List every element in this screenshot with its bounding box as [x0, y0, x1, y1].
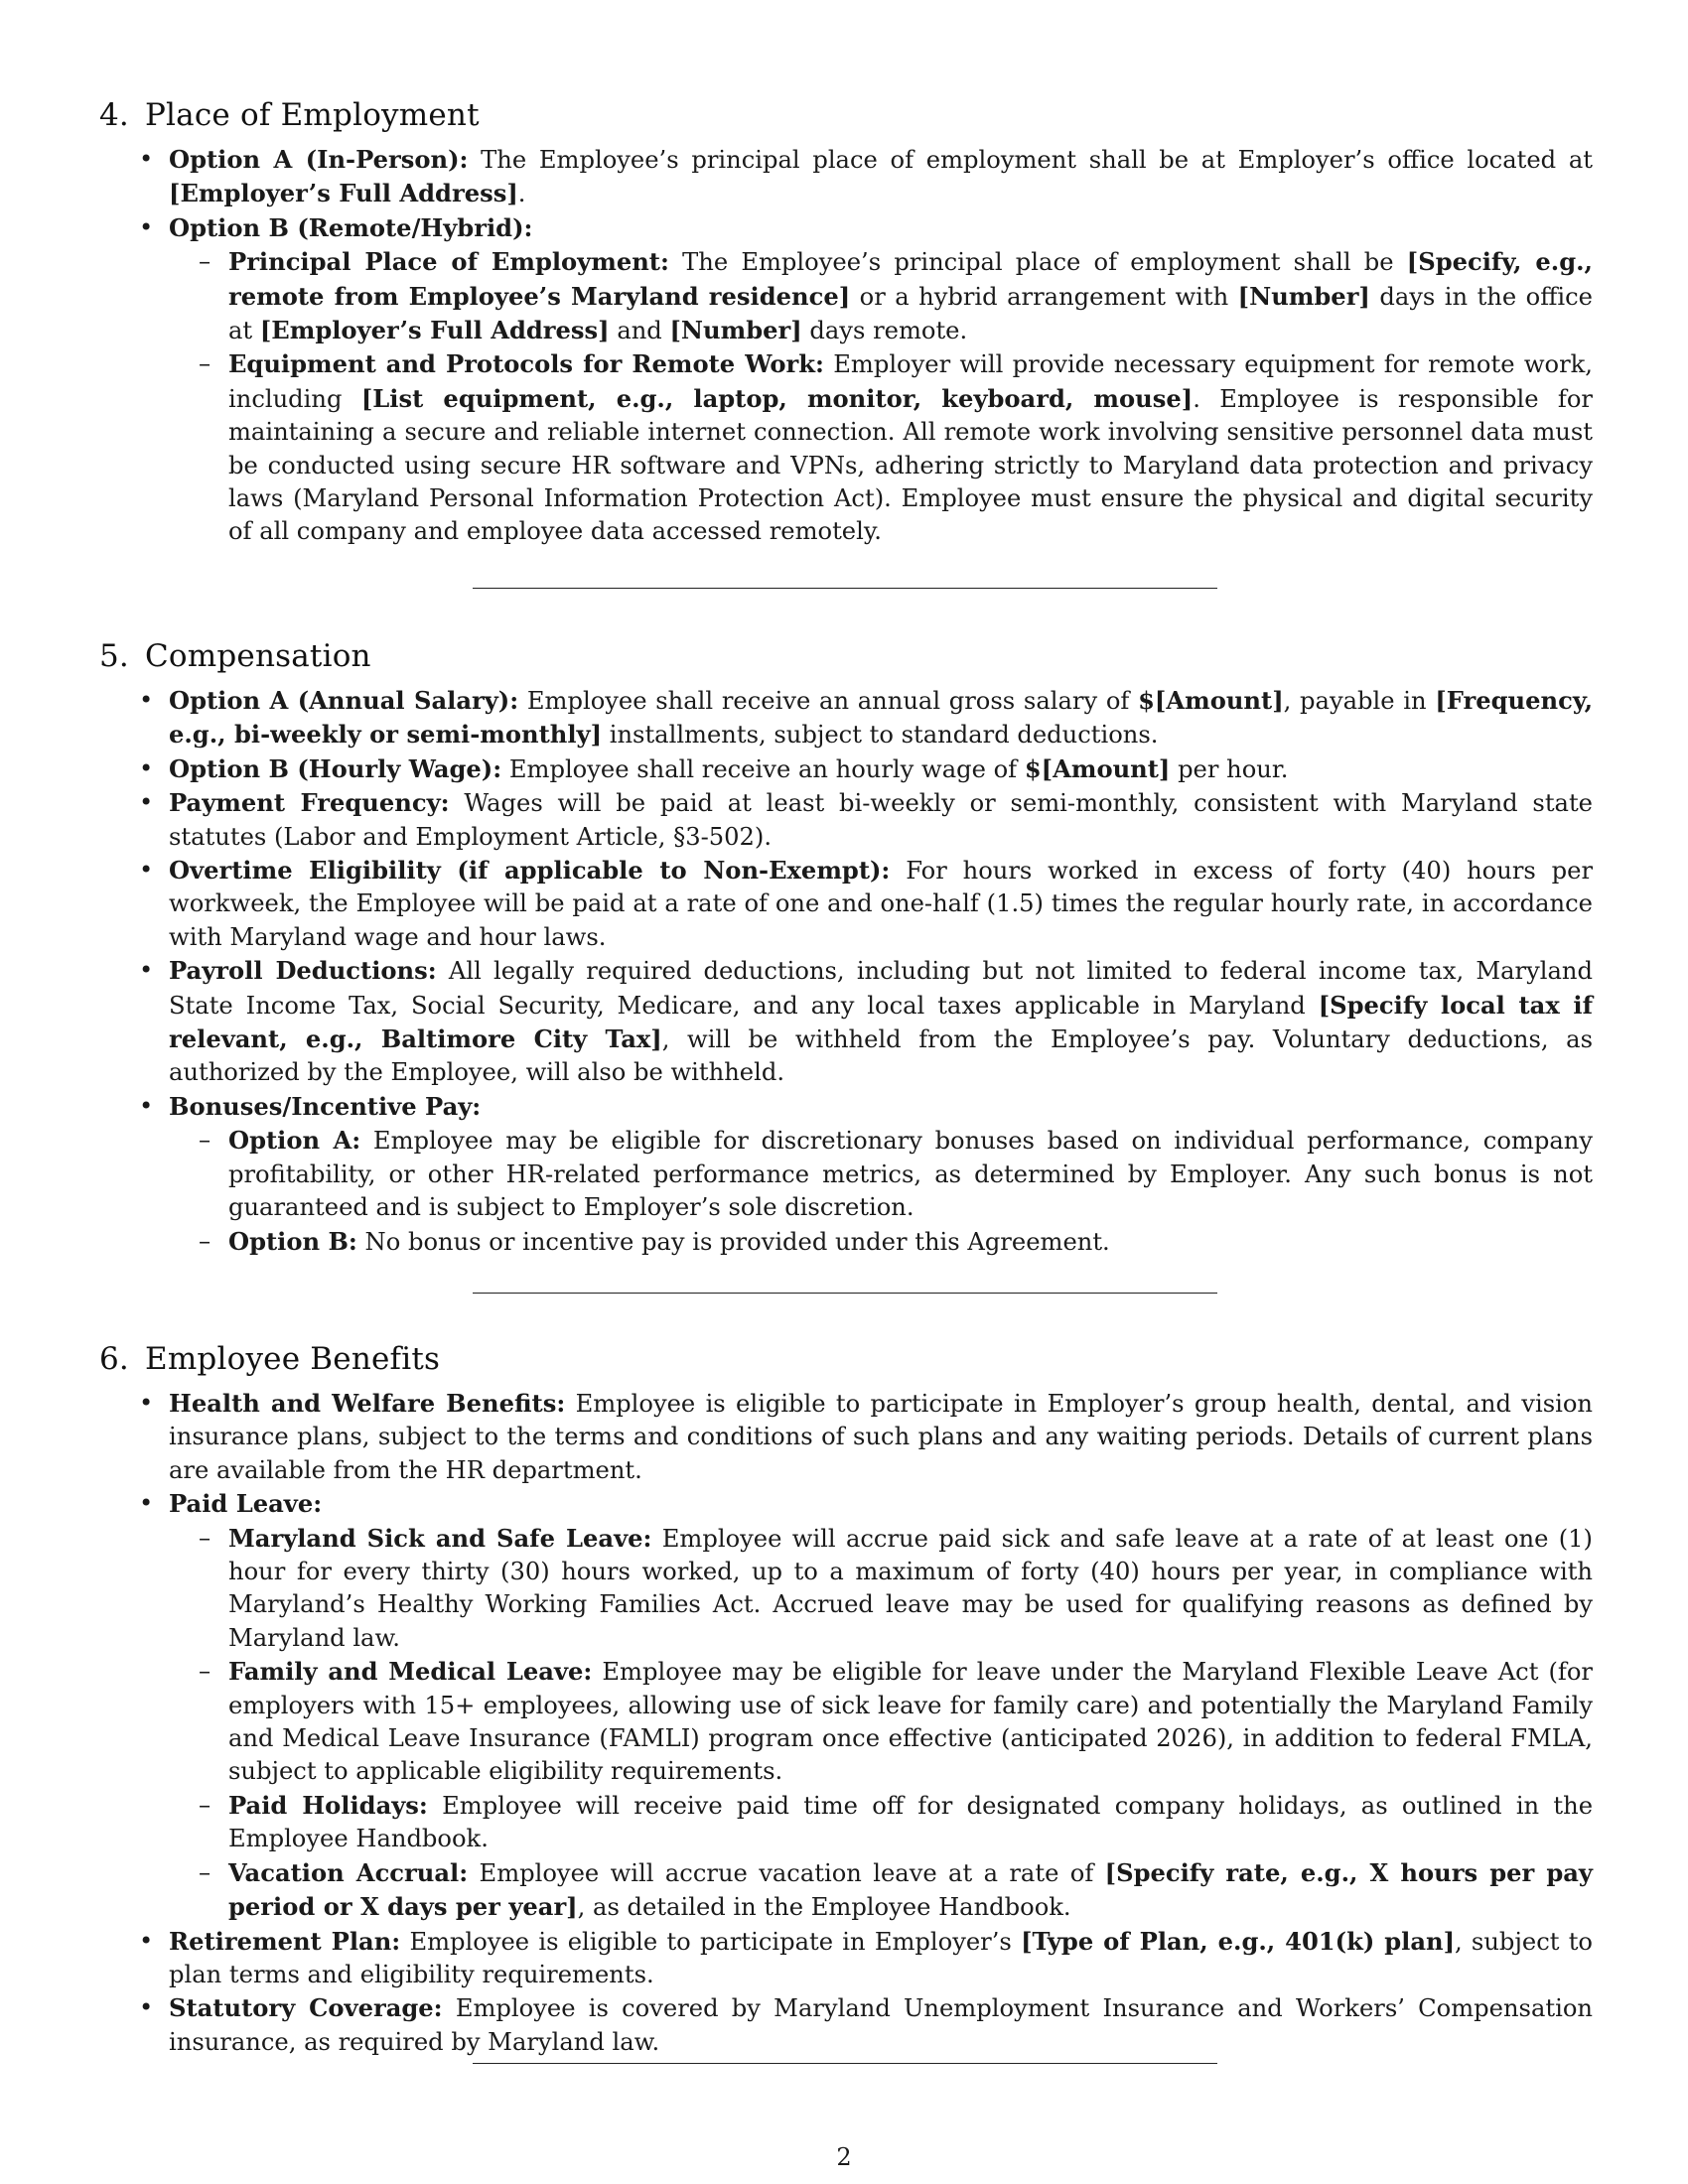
item-text: , subject to plan terms and eligibility requirements.: [169, 1927, 1593, 1988]
dash-glyph: –: [199, 1657, 211, 1686]
bullet-glyph: •: [139, 212, 154, 241]
sub-list-item: [169, 1225, 1593, 1259]
item-text: . Employee is responsible for maintaining a secure and reliable internet connection. All remote work involving sensitive personnel data must be conducted using secure HR software and VPNs, adhering strictly to Maryland data protection and privacy laws (Maryland Personal Information Protection Act). Employee must ensure the physical and digital security of all company and employee data accessed remotely.: [228, 384, 1593, 546]
item-label: Vacation Accrual:: [228, 1857, 469, 1887]
list-item: [99, 1991, 1593, 2059]
list-item: [99, 1487, 1593, 1924]
placeholder: [Specify rate, e.g., X hours per pay period or X days per year]: [228, 1857, 1593, 1922]
item-text: days remote.: [801, 317, 968, 345]
section-title: Compensation: [145, 638, 371, 674]
sub-list-item: [169, 1655, 1593, 1789]
item-text: Employee may be eligible for discretionary bonuses based on individual performance, company profitability, or other HR-related performance metrics, as determined by Employer. Any such bonus is not guaranteed and is subject to Employer’s sole discretion.: [228, 1127, 1593, 1222]
item-text: Employee is eligible to participate in Employer’s: [400, 1927, 1022, 1956]
list-item: [99, 143, 1593, 211]
placeholder: [Specify local tax if relevant, e.g., Baltimore City Tax]: [169, 990, 1593, 1054]
bullet-glyph: •: [139, 1489, 154, 1518]
item-text: Employer will provide necessary equipment for remote work, including: [228, 350, 1593, 413]
sub-list: [169, 245, 1593, 549]
sub-list: [169, 1124, 1593, 1259]
item-text: Employee is eligible to participate in Employer’s group health, dental, and vision insurance plans, subject to the terms and conditions of such plans and any waiting periods. Details of current plans are available from the HR department.: [169, 1390, 1593, 1484]
item-text: Employee will accrue vacation leave at a rate of: [468, 1858, 1105, 1887]
item-label: Overtime Eligibility (if applicable to Non-Exempt):: [169, 856, 891, 886]
item-text: The Employee’s principal place of employment shall be: [668, 248, 1407, 277]
item-label: Equipment and Protocols for Remote Work:: [228, 349, 824, 379]
bullet-glyph: •: [139, 956, 154, 985]
placeholder: [Employer’s Full Address]: [169, 179, 518, 208]
placeholder: $[Amount]: [1024, 753, 1171, 783]
item-text: The Employee’s principal place of employment shall be at Employer’s office located at: [468, 146, 1593, 174]
item-text: Employee shall receive an hourly wage of: [501, 754, 1025, 783]
sub-list-item: [169, 245, 1593, 347]
bullet-glyph: •: [139, 1091, 154, 1120]
dash-glyph: –: [199, 1226, 211, 1255]
item-label: Paid Holidays:: [228, 1790, 428, 1820]
dash-glyph: –: [199, 1857, 211, 1886]
bullet-list: [99, 684, 1593, 1259]
item-label: Payment Frequency:: [169, 788, 450, 818]
item-label: Statutory Coverage:: [169, 1993, 443, 2023]
bullet-glyph: •: [139, 145, 154, 173]
item-text: installments, subject to standard deductions.: [602, 721, 1159, 750]
item-label: Payroll Deductions:: [169, 956, 437, 986]
section-heading: [99, 1339, 1593, 1379]
list-item: [99, 1090, 1593, 1259]
item-text: Employee shall receive an annual gross salary of: [518, 687, 1139, 715]
bullet-list: [99, 143, 1593, 549]
list-item: [99, 752, 1593, 786]
section-number: 5.: [99, 638, 129, 674]
section-divider: [473, 2063, 1217, 2064]
item-text: Wages will be paid at least bi-weekly or semi-monthly, consistent with Maryland state statutes (Labor and Employment Article, §3-502).: [169, 789, 1593, 851]
item-text: Employee will accrue paid sick and safe leave at a rate of at least one (1) hour for every thirty (30) hours worked, up to a maximum of forty (40) hours per year, in compliance with Maryland’s Healthy Working Families Act. Accrued leave may be used for qualifying reasons as defined by Maryland law.: [228, 1524, 1593, 1652]
list-item: [99, 854, 1593, 954]
section-heading: [99, 95, 1593, 135]
bullet-list: [99, 1387, 1593, 2059]
section-employee-benefits: [99, 1339, 1593, 2059]
item-label: Paid Leave:: [169, 1489, 323, 1519]
section-title: Place of Employment: [145, 97, 480, 133]
dash-glyph: –: [199, 1523, 211, 1552]
item-label: Option B (Hourly Wage):: [169, 753, 502, 783]
bullet-glyph: •: [139, 686, 154, 714]
section-number: 4.: [99, 97, 129, 133]
placeholder: [Number]: [1237, 281, 1370, 311]
item-text: For hours worked in excess of forty (40) hours per workweek, the Employee will be paid at a rate of one and one-half (1.5) times the regular hourly rate, in accordance with Maryland wage and hour laws.: [169, 857, 1594, 951]
item-text: , payable in: [1283, 687, 1436, 715]
bullet-glyph: •: [139, 1389, 154, 1417]
item-label: Retirement Plan:: [169, 1926, 401, 1956]
bullet-glyph: •: [139, 788, 154, 817]
item-text: All legally required deductions, including but not limited to federal income tax, Maryland State Income Tax, Social Security, Medicare, and any local taxes applicable in Maryland: [169, 957, 1593, 1020]
section-compensation: [99, 636, 1593, 1259]
bullet-glyph: •: [139, 1926, 154, 1955]
placeholder: [Frequency, e.g., bi-weekly or semi-monthly]: [169, 686, 1593, 750]
page-number: 2: [836, 2143, 852, 2171]
item-text: Employee is covered by Maryland Unemployment Insurance and Workers’ Compensation insurance, as required by Maryland law.: [169, 1994, 1593, 2056]
sub-list-item: [169, 1522, 1593, 1656]
section-number: 6.: [99, 1341, 129, 1377]
placeholder: [Specify, e.g., remote from Employee’s Maryland residence]: [228, 247, 1593, 311]
sub-list-item: [169, 1124, 1593, 1224]
sub-list-item: [169, 1789, 1593, 1856]
item-label: Option B:: [228, 1226, 357, 1256]
placeholder: [Type of Plan, e.g., 401(k) plan]: [1021, 1926, 1456, 1956]
section-place-of-employment: [99, 95, 1593, 549]
section-divider: [473, 588, 1217, 589]
bullet-glyph: •: [139, 856, 154, 885]
placeholder: [Employer’s Full Address]: [259, 316, 610, 345]
item-text: , will be withheld from the Employee’s pay. Voluntary deductions, as authorized by the Employee, will also be withheld.: [169, 1025, 1593, 1087]
dash-glyph: –: [199, 247, 211, 276]
list-item: [99, 786, 1593, 854]
bullet-glyph: •: [139, 753, 154, 782]
list-item: [99, 1925, 1593, 1992]
placeholder: $[Amount]: [1138, 686, 1284, 715]
list-item: [99, 211, 1593, 549]
item-text: days in the office at: [228, 282, 1593, 345]
item-label: Family and Medical Leave:: [228, 1657, 593, 1687]
item-text: Employee will receive paid time off for designated company holidays, as outlined in the Employee Handbook.: [228, 1791, 1594, 1853]
item-label: Option A (Annual Salary):: [169, 686, 519, 715]
list-item: [99, 684, 1593, 752]
dash-glyph: –: [199, 1790, 211, 1819]
section-title: Employee Benefits: [145, 1341, 441, 1377]
dash-glyph: –: [199, 1126, 211, 1155]
sub-list-item: [169, 347, 1593, 548]
item-label: Option A (In-Person):: [169, 145, 469, 174]
item-label: Principal Place of Employment:: [228, 247, 669, 277]
placeholder: [List equipment, e.g., laptop, monitor, keyboard, mouse]: [360, 383, 1194, 413]
item-label: Bonuses/Incentive Pay:: [169, 1091, 482, 1121]
sub-list-item: [169, 1856, 1593, 1925]
item-text: or a hybrid arrangement with: [850, 282, 1238, 311]
sub-list: [169, 1522, 1593, 1925]
placeholder: [Number]: [669, 316, 802, 345]
section-divider: [473, 1293, 1217, 1294]
section-heading: [99, 636, 1593, 676]
bullet-glyph: •: [139, 1993, 154, 2022]
item-text: Employee may be eligible for leave under the Maryland Flexible Leave Act (for employers with 15+ employees, allowing use of sick leave for family care) and potentially the Maryland Family and Medical Leave Insurance (FAMLI) program once effective (anticipated 2026), in addition to federal FMLA, subject to applicable eligibility requirements.: [228, 1658, 1593, 1786]
dash-glyph: –: [199, 349, 211, 378]
item-label: Health and Welfare Benefits:: [169, 1389, 566, 1418]
list-item: [99, 1387, 1593, 1487]
item-label: Maryland Sick and Safe Leave:: [228, 1523, 652, 1553]
item-text: and: [609, 317, 670, 345]
item-label: Option A:: [228, 1126, 361, 1156]
item-text: No bonus or incentive pay is provided under this Agreement.: [356, 1227, 1110, 1256]
list-item: [99, 954, 1593, 1090]
item-text: .: [517, 180, 526, 208]
item-text: per hour.: [1170, 754, 1289, 783]
item-label: Option B (Remote/Hybrid):: [169, 212, 533, 242]
item-text: , as detailed in the Employee Handbook.: [577, 1893, 1071, 1922]
